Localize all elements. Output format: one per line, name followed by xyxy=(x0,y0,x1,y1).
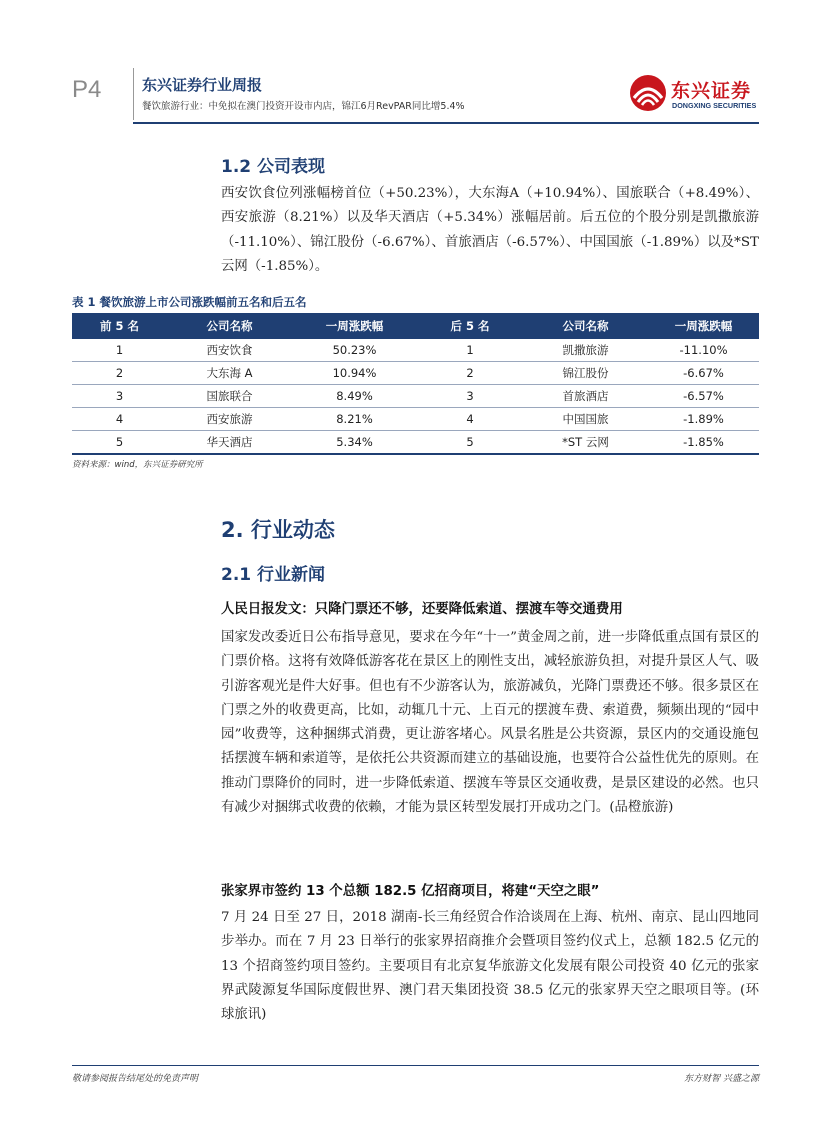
header-company-name: 公司名称 xyxy=(523,313,648,339)
footer-disclaimer: 敬请参阅报告结尾处的免责声明 xyxy=(72,1074,199,1084)
table-cell: 1 xyxy=(72,339,167,362)
news-body-2: 7 月 24 日至 27 日，2018 湖南-长三角经贸合作洽谈周在上海、杭州、南京、昆山四地同步举办。而在 7 月 23 日举行的张家界招商推介会暨项目签约仪式上，总额 182.5 亿元的 13 个招商签约项目签约。主要项目有北京复华旅游文化发展有限公司投资 40 亿元的张家界武陵源复华国际度假世界、澳门君天集团投资 38.5 亿元的张家界天空之眼项目等。(环球旅讯) xyxy=(221,910,759,1023)
table-cell: 50.23% xyxy=(292,339,417,362)
table-cell: -1.85% xyxy=(648,431,759,455)
header-separator xyxy=(133,68,134,120)
table-cell: -6.57% xyxy=(648,385,759,408)
table-cell: 4 xyxy=(72,408,167,431)
table-cell: -1.89% xyxy=(648,408,759,431)
table-cell: 西安旅游 xyxy=(167,408,292,431)
table-cell: 3 xyxy=(417,385,523,408)
table-cell: 锦江股份 xyxy=(523,362,648,385)
report-title: 东兴证券行业周报 xyxy=(142,76,263,94)
footer-slogan: 东方财智 兴盛之源 xyxy=(684,1074,759,1084)
table-cell: 5 xyxy=(72,431,167,455)
table-cell: 3 xyxy=(72,385,167,408)
news-title-2: 张家界市签约 13 个总额 182.5 亿招商项目，将建“天空之眼” xyxy=(221,884,600,899)
header-weekly-change: 一周涨跌幅 xyxy=(648,313,759,339)
header-top5: 前 5 名 xyxy=(72,313,167,339)
table-cell: 国旅联合 xyxy=(167,385,292,408)
table-cell: 西安饮食 xyxy=(167,339,292,362)
table-cell: 2 xyxy=(72,362,167,385)
table-cell: 10.94% xyxy=(292,362,417,385)
section-1-2-body: 西安饮食位列涨幅榜首位（+50.23%），大东海A（+10.94%）、国旅联合（+8.49%）、西安旅游（8.21%）以及华天酒店（+5.34%）涨幅居前。后五位的个股分别是凯撒旅游（-11.10%）、锦江股份（-6.67%）、首旅酒店（-6.57%）、中国国旅（-1.89%）以及*ST云网（-1.85%）。 xyxy=(221,186,759,274)
header-company-name: 公司名称 xyxy=(167,313,292,339)
section-1-2-title: 1.2 公司表现 xyxy=(221,157,326,177)
logo-chinese-name: 东兴证券 xyxy=(671,80,752,102)
table-caption: 表 1 餐饮旅游上市公司涨跌幅前五名和后五名 xyxy=(72,295,307,309)
header-rule xyxy=(133,122,759,124)
table-cell: 中国国旅 xyxy=(523,408,648,431)
header-bottom5: 后 5 名 xyxy=(417,313,523,339)
table-cell: 5 xyxy=(417,431,523,455)
table-cell: -6.67% xyxy=(648,362,759,385)
table-cell: 5.34% xyxy=(292,431,417,455)
table-cell: -11.10% xyxy=(648,339,759,362)
section-2-title: 2. 行业动态 xyxy=(221,518,335,542)
section-2-1-title: 2.1 行业新闻 xyxy=(221,565,326,585)
report-subtitle: 餐饮旅游行业：中免拟在澳门投资开设市内店，锦江6月RevPAR同比增5.4% xyxy=(142,101,465,112)
table-source-note: 资料来源：wind，东兴证券研究所 xyxy=(72,460,203,470)
table-cell: 8.21% xyxy=(292,408,417,431)
table-cell: 4 xyxy=(417,408,523,431)
table-row xyxy=(72,385,759,408)
page-number: P4 xyxy=(72,76,102,103)
performance-table xyxy=(72,313,759,455)
news-body-1: 国家发改委近日公布指导意见，要求在今年“十一”黄金周之前，进一步降低重点国有景区的门票价格。这将有效降低游客花在景区上的刚性支出，减轻旅游负担，对提升景区人气、吸引游客观光是件大好事。但也有不少游客认为，旅游减负，光降门票费还不够。很多景区在门票之外的收费更高，比如，动辄几十元、上百元的摆渡车费、索道费，频频出现的“园中园”收费等，这种捆绑式消费，更让游客堵心。风景名胜是公共资源，景区内的交通设施包括摆渡车辆和索道等，是依托公共资源而建立的基础设施，也要符合公益性优先的原则。在推动门票降价的同时，进一步降低索道、摆渡车等景区交通收费，是景区建设的必然。也只有减少对捆绑式收费的依赖，才能为景区转型发展打开成功之门。(品橙旅游) xyxy=(221,630,759,816)
table-cell: 凯撒旅游 xyxy=(523,339,648,362)
logo-emblem-icon xyxy=(629,74,667,112)
table-row xyxy=(72,339,759,362)
table-row xyxy=(72,362,759,385)
table-cell: 华天酒店 xyxy=(167,431,292,455)
table-cell: 2 xyxy=(417,362,523,385)
company-logo xyxy=(629,74,761,114)
footer-rule xyxy=(72,1065,759,1066)
header-weekly-change: 一周涨跌幅 xyxy=(292,313,417,339)
logo-english-name: DONGXING SECURITIES xyxy=(672,101,757,110)
table-row xyxy=(72,408,759,431)
table-row xyxy=(72,431,759,455)
news-title-1: 人民日报发文：只降门票还不够，还要降低索道、摆渡车等交通费用 xyxy=(221,602,623,617)
table-cell: 大东海 A xyxy=(167,362,292,385)
table-cell: *ST 云网 xyxy=(523,431,648,455)
table-cell: 1 xyxy=(417,339,523,362)
table-header-row xyxy=(72,313,759,339)
table-cell: 8.49% xyxy=(292,385,417,408)
table-cell: 首旅酒店 xyxy=(523,385,648,408)
